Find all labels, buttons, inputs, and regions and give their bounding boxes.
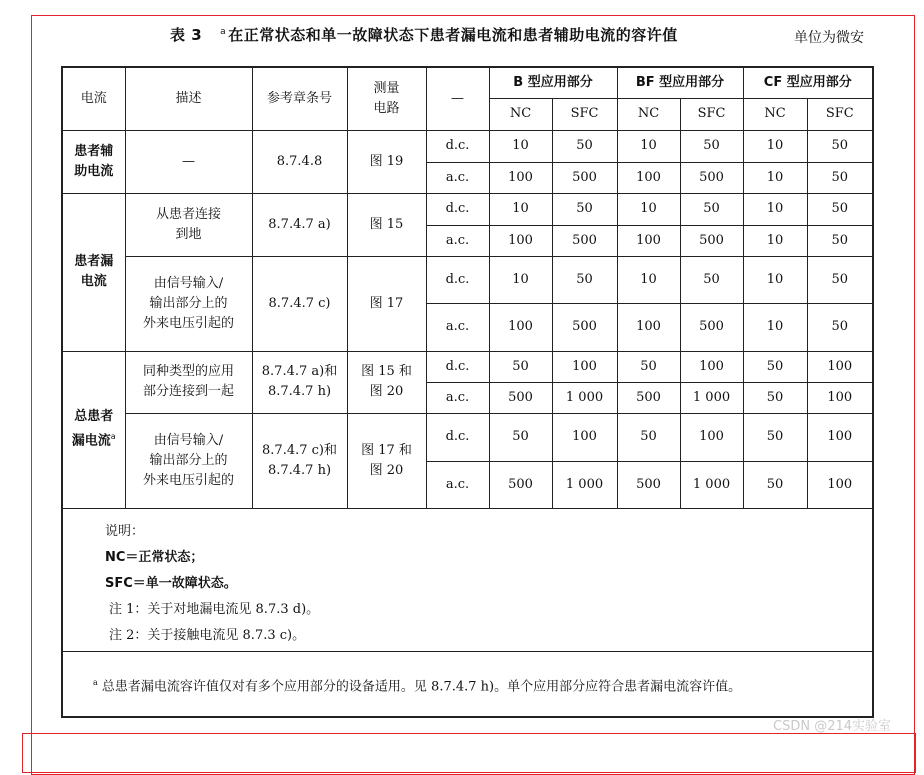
current-type: d.c.	[426, 413, 489, 461]
footnote-cell	[62, 651, 873, 717]
leakage-current-table	[61, 66, 874, 718]
header-group-b: B 型应用部分	[489, 67, 617, 98]
current-type: d.c.	[426, 351, 489, 382]
aux-circuit: 图 19	[347, 130, 426, 193]
value-cell: 100	[489, 303, 552, 351]
row-label-total: 总患者 漏电流$^a$	[62, 351, 125, 508]
value-cell: 50	[680, 193, 743, 225]
value-cell: 10	[743, 162, 807, 193]
table-row	[62, 351, 873, 382]
value-cell: 10	[743, 130, 807, 162]
value-cell: 1 000	[680, 382, 743, 413]
watermark: CSDN @214实验室	[773, 719, 892, 734]
value-cell: 100	[552, 413, 617, 461]
value-cell: 10	[617, 256, 680, 303]
value-cell: 50	[807, 256, 873, 303]
total-r2-reference: 8.7.4.7 c)和 8.7.4.7 h)	[252, 413, 347, 508]
value-cell: 100	[489, 162, 552, 193]
leak-r1-description: 从患者连接 到地	[125, 193, 252, 256]
table-row	[62, 256, 873, 303]
value-cell: 500	[617, 382, 680, 413]
leak-r1-reference: 8.7.4.7 a)	[252, 193, 347, 256]
aux-reference: 8.7.4.8	[252, 130, 347, 193]
header-group-bf: BF 型应用部分	[617, 67, 743, 98]
header-bf-sfc: SFC	[680, 98, 743, 130]
value-cell: 500	[489, 461, 552, 508]
leak-r2-reference: 8.7.4.7 c)	[252, 256, 347, 351]
value-cell: 10	[617, 193, 680, 225]
value-cell: 100	[807, 413, 873, 461]
notes-cell	[62, 508, 873, 651]
header-current: 电流	[62, 67, 125, 130]
leak-r2-description: 由信号输入/ 输出部分上的 外来电压引起的	[125, 256, 252, 351]
table-row	[62, 130, 873, 162]
value-cell: 1 000	[552, 461, 617, 508]
value-cell: 500	[680, 303, 743, 351]
value-cell: 100	[617, 225, 680, 256]
caption-footnote-mark: a	[220, 27, 227, 37]
row-label-leakage: 患者漏 电流	[62, 193, 125, 351]
value-cell: 50	[807, 225, 873, 256]
value-cell: 100	[807, 382, 873, 413]
value-cell: 100	[552, 351, 617, 382]
header-dash: —	[426, 67, 489, 130]
total-r2-circuit: 图 17 和 图 20	[347, 413, 426, 508]
header-circuit: 测量 电路	[347, 67, 426, 130]
value-cell: 50	[743, 413, 807, 461]
value-cell: 10	[489, 130, 552, 162]
value-cell: 50	[552, 130, 617, 162]
current-type: a.c.	[426, 225, 489, 256]
value-cell: 100	[617, 162, 680, 193]
table-title	[0, 24, 924, 48]
value-cell: 50	[489, 413, 552, 461]
value-cell: 10	[617, 130, 680, 162]
value-cell: 100	[489, 225, 552, 256]
value-cell: 500	[680, 162, 743, 193]
total-r2-description: 由信号输入/ 输出部分上的 外来电压引起的	[125, 413, 252, 508]
note-2: 注 2：关于接触电流见 8.7.3 c)。	[109, 627, 306, 643]
header-reference: 参考章条号	[252, 67, 347, 130]
table-caption	[170, 24, 678, 45]
current-type: d.c.	[426, 256, 489, 303]
value-cell: 50	[807, 303, 873, 351]
value-cell: 50	[617, 351, 680, 382]
notes-heading: 说明：	[105, 523, 145, 539]
total-r1-reference: 8.7.4.7 a)和 8.7.4.7 h)	[252, 351, 347, 413]
value-cell: 1 000	[680, 461, 743, 508]
value-cell: 10	[743, 256, 807, 303]
value-cell: 50	[489, 351, 552, 382]
value-cell: 50	[807, 162, 873, 193]
header-b-sfc: SFC	[552, 98, 617, 130]
value-cell: 500	[552, 225, 617, 256]
value-cell: 50	[552, 193, 617, 225]
header-bf-nc: NC	[617, 98, 680, 130]
footnote-row	[62, 651, 873, 717]
table-number: 表 3	[170, 26, 203, 44]
value-cell: 100	[807, 461, 873, 508]
value-cell: 50	[680, 256, 743, 303]
aux-description: —	[125, 130, 252, 193]
leak-r2-circuit: 图 17	[347, 256, 426, 351]
leak-r1-circuit: 图 15	[347, 193, 426, 256]
current-type: d.c.	[426, 193, 489, 225]
table-row	[62, 193, 873, 225]
value-cell: 50	[743, 461, 807, 508]
footnote-mark: a	[93, 677, 98, 687]
caption-text: 在正常状态和单一故障状态下患者漏电流和患者辅助电流的容许值	[228, 26, 678, 44]
value-cell: 1 000	[552, 382, 617, 413]
value-cell: 10	[743, 303, 807, 351]
value-cell: 100	[680, 413, 743, 461]
value-cell: 500	[617, 461, 680, 508]
footnote-text: 总患者漏电流容许值仅对有多个应用部分的设备适用。见 8.7.4.7 h)。单个应用部分应符合患者漏电流容许值。	[101, 678, 742, 694]
value-cell: 100	[617, 303, 680, 351]
value-cell: 10	[489, 256, 552, 303]
value-cell: 50	[552, 256, 617, 303]
value-cell: 10	[743, 193, 807, 225]
value-cell: 10	[489, 193, 552, 225]
value-cell: 500	[552, 162, 617, 193]
table-row	[62, 413, 873, 461]
note-1: 注 1：关于对地漏电流见 8.7.3 d)。	[109, 601, 320, 617]
value-cell: 50	[743, 351, 807, 382]
value-cell: 50	[807, 193, 873, 225]
value-cell: 100	[680, 351, 743, 382]
header-cf-sfc: SFC	[807, 98, 873, 130]
current-type: a.c.	[426, 382, 489, 413]
total-r1-circuit: 图 15 和 图 20	[347, 351, 426, 413]
value-cell: 500	[552, 303, 617, 351]
notes-row	[62, 508, 873, 651]
value-cell: 500	[680, 225, 743, 256]
total-r1-description: 同种类型的应用 部分连接到一起	[125, 351, 252, 413]
value-cell: 50	[807, 130, 873, 162]
value-cell: 50	[743, 382, 807, 413]
value-cell: 50	[680, 130, 743, 162]
current-type: a.c.	[426, 461, 489, 508]
row-label-aux: 患者辅 助电流	[62, 130, 125, 193]
current-type: a.c.	[426, 162, 489, 193]
value-cell: 100	[807, 351, 873, 382]
nc-definition: NC＝正常状态；	[105, 549, 204, 565]
value-cell: 500	[489, 382, 552, 413]
header-group-cf: CF 型应用部分	[743, 67, 873, 98]
header-b-nc: NC	[489, 98, 552, 130]
value-cell: 10	[743, 225, 807, 256]
value-cell: 50	[617, 413, 680, 461]
header-row-1	[62, 67, 873, 98]
header-cf-nc: NC	[743, 98, 807, 130]
current-type: a.c.	[426, 303, 489, 351]
sfc-definition: SFC＝单一故障状态。	[105, 575, 237, 591]
red-frame-lower	[22, 733, 916, 773]
header-description: 描述	[125, 67, 252, 130]
unit-label: 单位为微安	[794, 30, 864, 46]
current-type: d.c.	[426, 130, 489, 162]
